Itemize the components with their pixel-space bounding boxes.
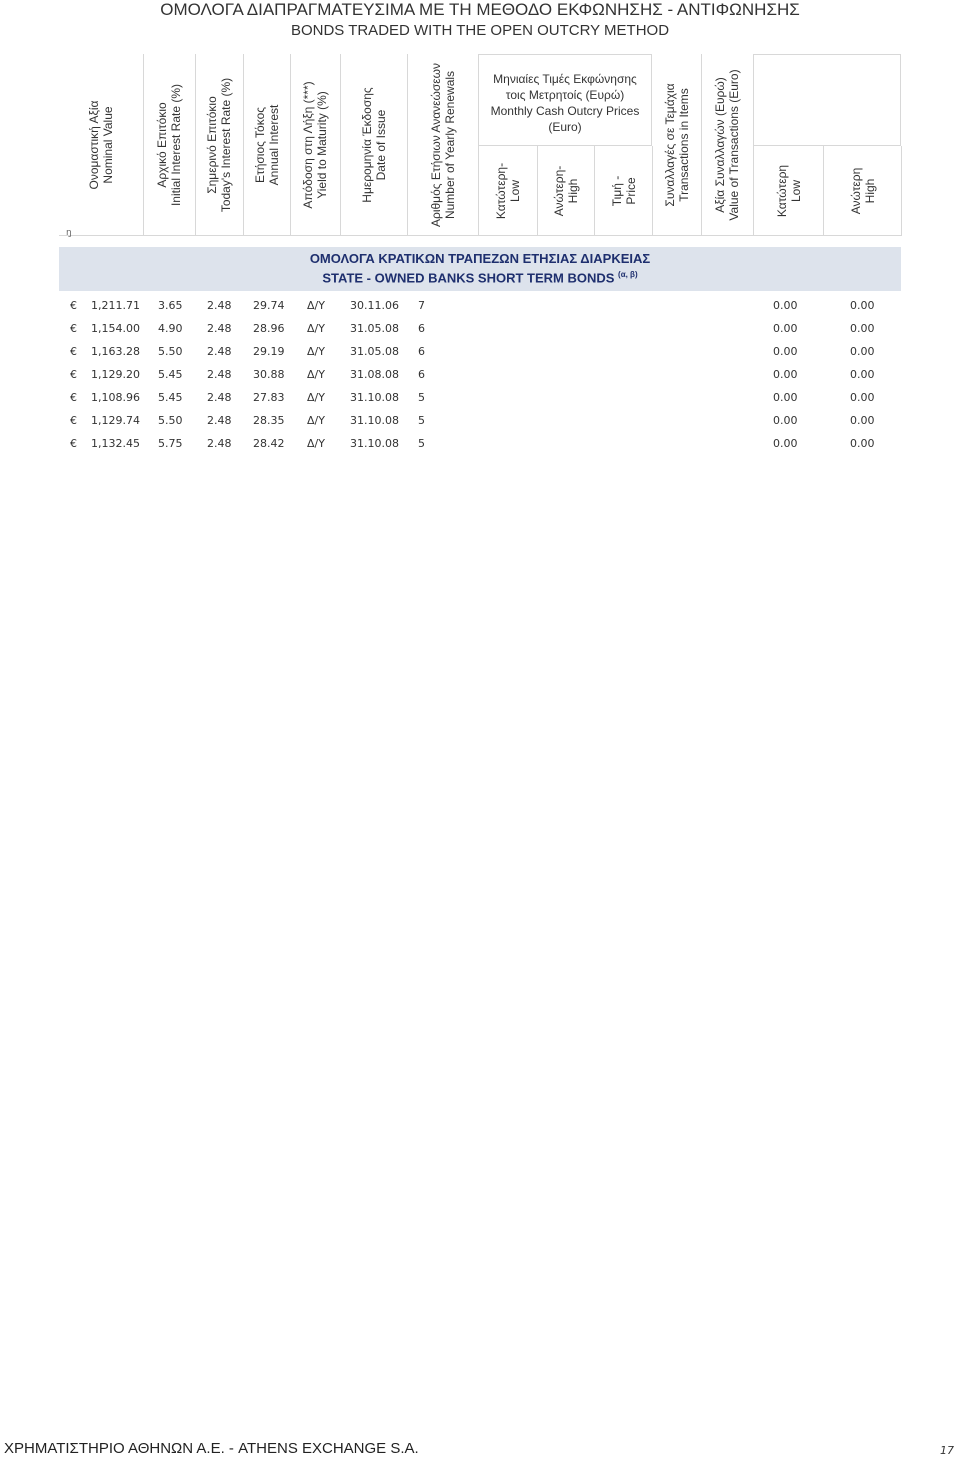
header-range-low bbox=[754, 146, 824, 236]
header-transactions-items-en: Transactions in Items bbox=[676, 87, 691, 202]
header-range-high-en: High bbox=[862, 178, 877, 203]
header-renewals bbox=[407, 54, 479, 236]
header-yield bbox=[290, 54, 341, 236]
todays-rate: 2.48 bbox=[207, 322, 232, 335]
issue-date: 31.10.08 bbox=[350, 437, 399, 450]
issue-date: 30.11.06 bbox=[350, 299, 399, 312]
header-monthly-l3: Monthly Cash Outcry Prices bbox=[490, 104, 640, 118]
nominal-value: 1,163.28 bbox=[91, 345, 140, 358]
currency-symbol: € bbox=[70, 368, 77, 381]
todays-rate: 2.48 bbox=[207, 391, 232, 404]
todays-rate: 2.48 bbox=[207, 414, 232, 427]
yield: 30.88 bbox=[253, 368, 285, 381]
header-transactions-value-gr: Αξία Συναλλαγών (Ευρώ) bbox=[713, 76, 727, 213]
tick-mark: ŋ bbox=[66, 228, 72, 238]
range-high: 0.00 bbox=[850, 391, 875, 404]
header-todays-rate-en: Today's Interest Rate (%) bbox=[219, 77, 233, 212]
nominal-value: 1,132.45 bbox=[91, 437, 140, 450]
header-nominal-gr: Ονομαστική Αξία bbox=[87, 100, 101, 189]
header-issue-date bbox=[340, 54, 408, 236]
renewals: 6 bbox=[418, 345, 425, 358]
section-title-english: STATE - OWNED BANKS SHORT TERM BONDS bbox=[322, 270, 615, 286]
header-transactions-items-gr: Συναλλαγές σε Τεμάχια bbox=[662, 82, 677, 207]
range-low: 0.00 bbox=[773, 368, 798, 381]
renewals: 6 bbox=[418, 368, 425, 381]
todays-rate: 2.48 bbox=[207, 345, 232, 358]
annual-interest: Δ/Υ bbox=[307, 437, 325, 450]
range-low: 0.00 bbox=[773, 299, 798, 312]
header-yield-en: Yield to Maturity (%) bbox=[315, 90, 329, 199]
header-monthly-l2: τοις Μετρητοίς (Ευρώ) bbox=[505, 88, 625, 102]
table-row bbox=[0, 322, 960, 340]
header-renewals-en: Number of Yearly Renewals bbox=[442, 70, 457, 219]
currency-symbol: € bbox=[70, 322, 77, 335]
yield: 29.19 bbox=[253, 345, 285, 358]
range-low: 0.00 bbox=[773, 322, 798, 335]
range-low: 0.00 bbox=[773, 414, 798, 427]
header-low bbox=[478, 146, 538, 236]
header-annual-interest-gr: Ετήσιος Τόκος bbox=[252, 106, 267, 183]
initial-rate: 5.50 bbox=[158, 414, 183, 427]
currency-symbol: € bbox=[70, 299, 77, 312]
yield: 29.74 bbox=[253, 299, 285, 312]
header-range-high bbox=[824, 146, 902, 236]
header-renewals-gr: Αριθμός Ετήσιων Ανανεώσεων bbox=[428, 62, 443, 227]
header-transactions-value bbox=[701, 54, 754, 236]
yield: 28.96 bbox=[253, 322, 285, 335]
header-monthly-l4: (Euro) bbox=[548, 120, 582, 134]
initial-rate: 4.90 bbox=[158, 322, 183, 335]
issue-date: 31.05.08 bbox=[350, 322, 399, 335]
range-high: 0.00 bbox=[850, 322, 875, 335]
renewals: 7 bbox=[418, 299, 425, 312]
header-range-box bbox=[754, 54, 901, 146]
header-high-en: High bbox=[565, 178, 580, 203]
annual-interest: Δ/Υ bbox=[307, 322, 325, 335]
nominal-value: 1,108.96 bbox=[91, 391, 140, 404]
range-low: 0.00 bbox=[773, 391, 798, 404]
page-title-greek: ΟΜΟΛΟΓΑ ΔΙΑΠΡΑΓΜΑΤΕΥΣΙΜΑ ΜΕ ΤΗ ΜΕΘΟΔΟ ΕΚΦΩΝΗΣΗΣ - ΑΝΤΙΦΩΝΗΣΗΣ bbox=[160, 0, 800, 19]
currency-symbol: € bbox=[70, 437, 77, 450]
renewals: 5 bbox=[418, 391, 425, 404]
table-row bbox=[0, 299, 960, 317]
nominal-value: 1,154.00 bbox=[91, 322, 140, 335]
range-high: 0.00 bbox=[850, 345, 875, 358]
range-high: 0.00 bbox=[850, 368, 875, 381]
issue-date: 31.10.08 bbox=[350, 391, 399, 404]
page-number: 17 bbox=[940, 1444, 954, 1457]
initial-rate: 3.65 bbox=[158, 299, 183, 312]
renewals: 6 bbox=[418, 322, 425, 335]
initial-rate: 5.45 bbox=[158, 391, 183, 404]
annual-interest: Δ/Υ bbox=[307, 299, 325, 312]
header-issue-date-gr: Ημερομηνία Έκδοσης bbox=[359, 86, 374, 203]
header-price-gr: Τιμή - bbox=[609, 175, 624, 206]
header-yield-gr: Απόδοση στη Λήξη (***) bbox=[301, 80, 315, 209]
currency-symbol: € bbox=[70, 391, 77, 404]
header-range-low-gr: Κατώτερη bbox=[774, 164, 789, 217]
range-low: 0.00 bbox=[773, 345, 798, 358]
annual-interest: Δ/Υ bbox=[307, 345, 325, 358]
todays-rate: 2.48 bbox=[207, 368, 232, 381]
initial-rate: 5.45 bbox=[158, 368, 183, 381]
header-range-low-en: Low bbox=[788, 179, 803, 202]
table-row bbox=[0, 437, 960, 455]
renewals: 5 bbox=[418, 414, 425, 427]
header-price bbox=[595, 146, 653, 236]
table-row bbox=[0, 414, 960, 432]
initial-rate: 5.50 bbox=[158, 345, 183, 358]
range-high: 0.00 bbox=[850, 437, 875, 450]
annual-interest: Δ/Υ bbox=[307, 391, 325, 404]
table-row bbox=[0, 345, 960, 363]
header-transactions-items bbox=[652, 54, 702, 236]
header-monthly-l1: Μηνιαίες Τιμές Εκφώνησης bbox=[493, 72, 637, 86]
todays-rate: 2.48 bbox=[207, 299, 232, 312]
issue-date: 31.10.08 bbox=[350, 414, 399, 427]
issue-date: 31.08.08 bbox=[350, 368, 399, 381]
header-todays-rate-gr: Σημερινό Επιτόκιο bbox=[205, 95, 219, 194]
header-issue-date-en: Date of Issue bbox=[373, 109, 388, 180]
header-annual-interest bbox=[243, 54, 291, 236]
header-low-gr: Κατώτερη- bbox=[494, 162, 508, 219]
header-nominal-en: Nominal Value bbox=[101, 105, 115, 184]
header-initial-rate-en: Initial Interest Rate (%) bbox=[169, 83, 183, 206]
page-title-english: BONDS TRADED WITH THE OPEN OUTCRY METHOD bbox=[290, 22, 670, 39]
yield: 28.42 bbox=[253, 437, 285, 450]
header-high bbox=[537, 146, 595, 236]
header-transactions-value-en: Value of Transactions (Euro) bbox=[727, 68, 741, 221]
currency-symbol: € bbox=[70, 345, 77, 358]
nominal-value: 1,129.74 bbox=[91, 414, 140, 427]
header-todays-rate bbox=[195, 54, 244, 236]
header-price-en: Price bbox=[623, 176, 638, 205]
header-low-en: Low bbox=[508, 179, 522, 202]
todays-rate: 2.48 bbox=[207, 437, 232, 450]
header-initial-rate bbox=[143, 54, 196, 236]
issue-date: 31.05.08 bbox=[350, 345, 399, 358]
table-row bbox=[0, 391, 960, 409]
range-low: 0.00 bbox=[773, 437, 798, 450]
yield: 28.35 bbox=[253, 414, 285, 427]
section-superscript: (α, β) bbox=[618, 270, 638, 279]
nominal-value: 1,129.20 bbox=[91, 368, 140, 381]
nominal-value: 1,211.71 bbox=[91, 299, 140, 312]
yield: 27.83 bbox=[253, 391, 285, 404]
range-high: 0.00 bbox=[850, 299, 875, 312]
section-heading bbox=[59, 247, 901, 291]
initial-rate: 5.75 bbox=[158, 437, 183, 450]
section-title-greek: ΟΜΟΛΟΓΑ ΚΡΑΤΙΚΩΝ ΤΡΑΠΕΖΩΝ ΕΤΗΣΙΑΣ ΔΙΑΡΚΕΙΑΣ bbox=[309, 251, 651, 266]
table-row bbox=[0, 368, 960, 386]
range-high: 0.00 bbox=[850, 414, 875, 427]
currency-symbol: € bbox=[70, 414, 77, 427]
header-high-gr: Ανώτερη- bbox=[551, 165, 566, 216]
header-range-high-gr: Ανώτερη bbox=[848, 167, 863, 214]
annual-interest: Δ/Υ bbox=[307, 368, 325, 381]
header-annual-interest-en: Annual Interest bbox=[266, 104, 281, 185]
annual-interest: Δ/Υ bbox=[307, 414, 325, 427]
header-monthly-prices bbox=[478, 54, 652, 146]
renewals: 5 bbox=[418, 437, 425, 450]
header-nominal-value bbox=[59, 54, 144, 236]
footer-text: ΧΡΗΜΑΤΙΣΤΗΡΙΟ ΑΘΗΝΩΝ Α.Ε. - ATHENS EXCHANGE S.A. bbox=[4, 1440, 419, 1457]
header-initial-rate-gr: Αρχικό Επιτόκιο bbox=[155, 101, 169, 188]
